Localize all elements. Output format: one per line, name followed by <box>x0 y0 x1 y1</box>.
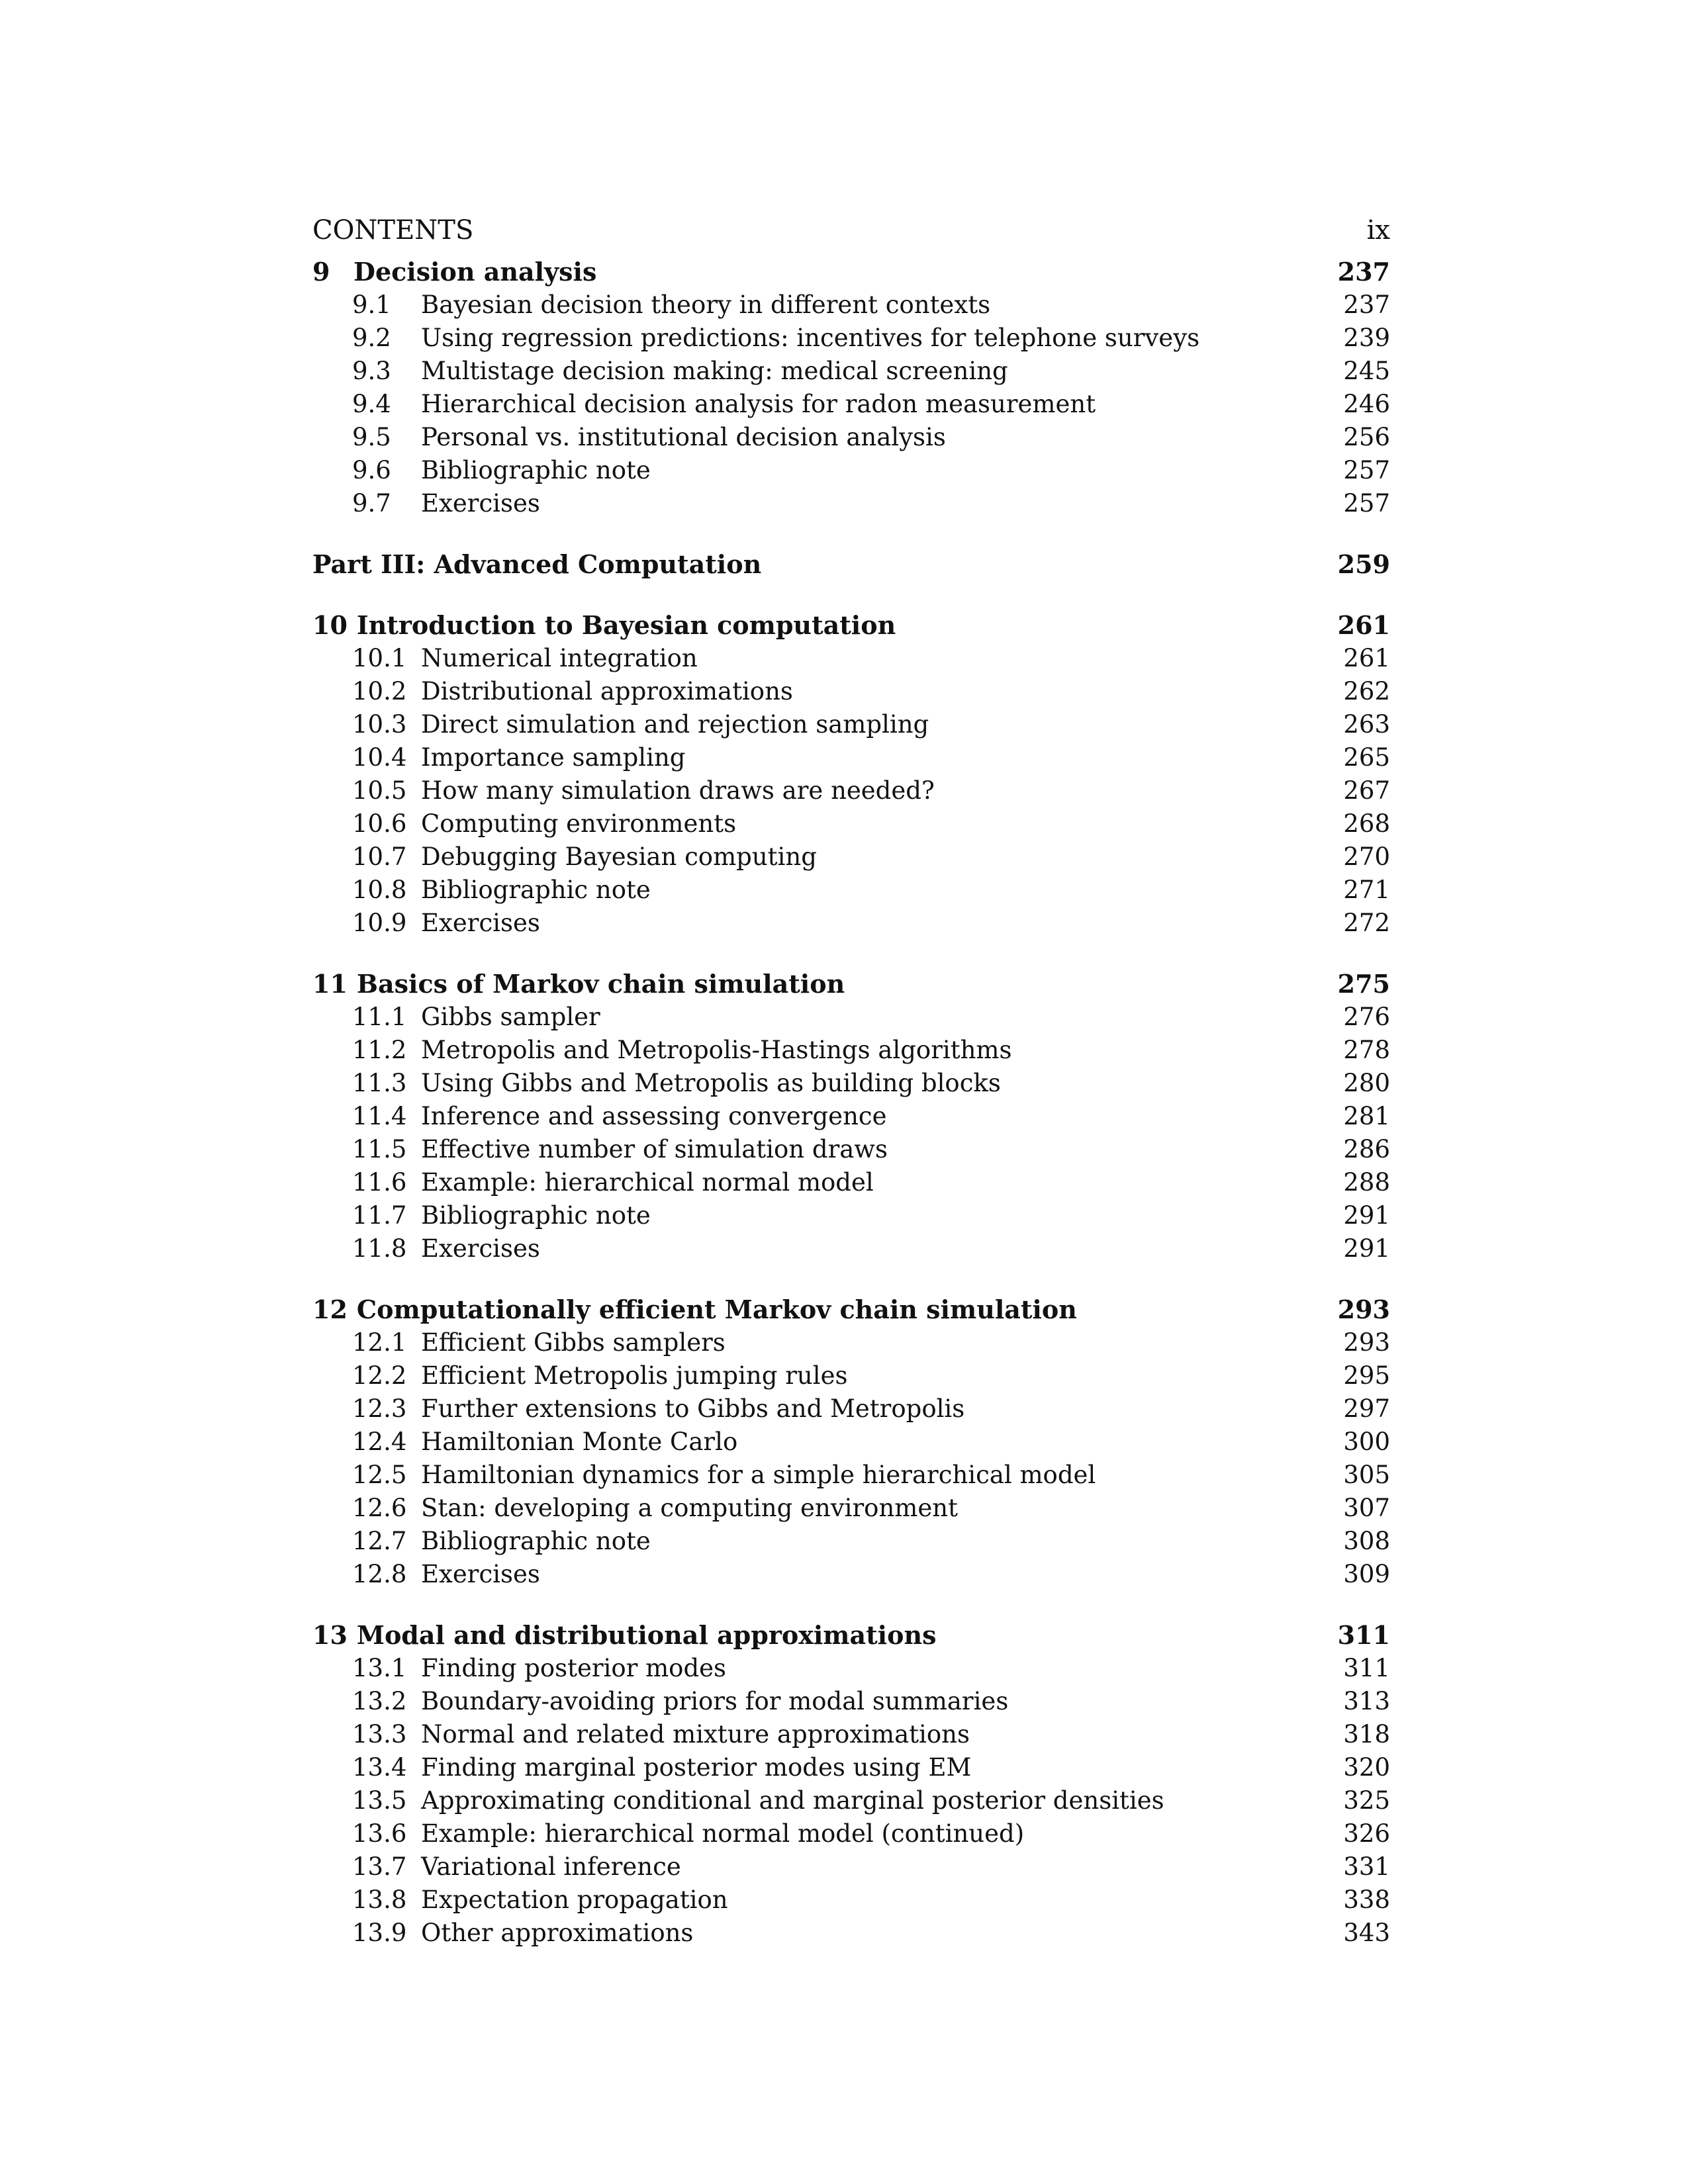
section-number: 11.6 <box>352 1168 407 1197</box>
section-page-number: 305 <box>1343 1461 1390 1489</box>
section-number: 12.8 <box>352 1560 407 1588</box>
section-title: Boundary-avoiding priors for modal summaries <box>421 1687 1009 1715</box>
section-page-number: 291 <box>1343 1201 1390 1230</box>
section-heading <box>312 1817 1024 1850</box>
section-title: Expectation propagation <box>421 1886 728 1914</box>
section-number: 10.9 <box>352 909 407 937</box>
section-title: Bibliographic note <box>421 1201 651 1230</box>
section-number: 9.4 <box>352 390 391 418</box>
section-entry[interactable] <box>312 1850 1390 1884</box>
section-heading <box>312 1751 971 1784</box>
chapter-number: 13 <box>312 1620 348 1650</box>
section-number: 11.4 <box>352 1102 407 1130</box>
section-title: Example: hierarchical normal model <box>421 1168 874 1197</box>
section-heading <box>312 1426 737 1459</box>
section-number: 13.8 <box>352 1886 407 1914</box>
section-number: 13.7 <box>352 1852 407 1881</box>
section-page-number: 313 <box>1343 1687 1390 1715</box>
section-page-number: 263 <box>1343 710 1390 739</box>
section-heading <box>312 708 929 741</box>
section-number: 12.1 <box>352 1328 407 1357</box>
section-entry[interactable] <box>312 454 1390 487</box>
section-heading <box>312 322 1199 355</box>
section-entry[interactable] <box>312 774 1390 807</box>
section-page-number: 280 <box>1343 1069 1390 1097</box>
section-number: 11.2 <box>352 1036 407 1064</box>
chapter-heading <box>312 548 761 581</box>
section-heading <box>312 487 540 520</box>
section-heading <box>312 1034 1011 1067</box>
section-number: 13.1 <box>352 1654 407 1682</box>
section-number: 11.3 <box>352 1069 407 1097</box>
section-entry[interactable] <box>312 1067 1390 1100</box>
section-number: 11.5 <box>352 1135 407 1163</box>
section-title: How many simulation draws are needed? <box>421 776 935 805</box>
section-number: 12.4 <box>352 1428 407 1456</box>
section-entry[interactable] <box>312 1784 1390 1817</box>
section-entry[interactable] <box>312 322 1390 355</box>
section-page-number: 288 <box>1343 1168 1390 1197</box>
section-title: Metropolis and Metropolis-Hastings algorithms <box>421 1036 1012 1064</box>
entry-spacer <box>312 1591 1390 1619</box>
section-number: 13.2 <box>352 1687 407 1715</box>
section-title: Numerical integration <box>421 644 698 672</box>
section-page-number: 271 <box>1343 876 1390 904</box>
section-entry[interactable] <box>312 1133 1390 1166</box>
section-heading <box>312 454 651 487</box>
section-heading <box>312 841 817 874</box>
section-entry[interactable] <box>312 1685 1390 1718</box>
section-heading <box>312 675 793 708</box>
section-entry[interactable] <box>312 1034 1390 1067</box>
section-number: 10.4 <box>352 743 407 772</box>
part-entry[interactable] <box>312 548 1390 581</box>
section-title: Using Gibbs and Metropolis as building blocks <box>421 1069 1001 1097</box>
section-title: Normal and related mixture approximations <box>421 1720 970 1749</box>
section-page-number: 326 <box>1343 1819 1390 1848</box>
chapter-page-number: 311 <box>1337 1620 1390 1650</box>
section-heading <box>312 1492 958 1525</box>
section-heading <box>312 355 1008 388</box>
chapter-heading <box>312 1293 1077 1326</box>
section-number: 12.7 <box>352 1527 407 1555</box>
chapter-heading <box>312 968 845 1001</box>
section-title: Exercises <box>421 489 540 518</box>
section-heading <box>312 1685 1008 1718</box>
section-number: 13.3 <box>352 1720 407 1749</box>
section-entry[interactable] <box>312 1492 1390 1525</box>
section-title: Bibliographic note <box>421 456 651 484</box>
section-number: 10.6 <box>352 809 407 838</box>
chapter-heading <box>312 609 896 642</box>
section-page-number: 256 <box>1343 423 1390 451</box>
section-number: 9.6 <box>352 456 391 484</box>
chapter-entry[interactable] <box>312 255 1390 289</box>
section-heading <box>312 1326 726 1359</box>
entry-spacer <box>312 581 1390 609</box>
section-number: 12.6 <box>352 1494 407 1522</box>
running-header <box>312 209 1390 251</box>
section-heading <box>312 807 736 841</box>
table-of-contents <box>312 251 1390 1950</box>
section-heading <box>312 421 946 454</box>
section-entry[interactable] <box>312 1001 1390 1034</box>
entry-spacer <box>312 1265 1390 1293</box>
section-title: Bibliographic note <box>421 876 651 904</box>
section-heading <box>312 774 935 807</box>
chapter-page-number: 237 <box>1337 257 1390 287</box>
section-heading <box>312 1558 540 1591</box>
section-number: 9.3 <box>352 357 391 385</box>
section-heading <box>312 1133 888 1166</box>
section-page-number: 325 <box>1343 1786 1390 1815</box>
section-page-number: 295 <box>1343 1361 1390 1390</box>
chapter-entry[interactable] <box>312 609 1390 642</box>
section-number: 13.5 <box>352 1786 407 1815</box>
section-heading <box>312 741 685 774</box>
section-title: Finding posterior modes <box>421 1654 727 1682</box>
chapter-number: 10 <box>312 610 348 640</box>
section-page-number: 261 <box>1343 644 1390 672</box>
chapter-entry[interactable] <box>312 1619 1390 1652</box>
section-number: 12.3 <box>352 1394 407 1423</box>
section-page-number: 307 <box>1343 1494 1390 1522</box>
section-title: Approximating conditional and marginal posterior densities <box>421 1786 1164 1815</box>
section-entry[interactable] <box>312 355 1390 388</box>
section-page-number: 291 <box>1343 1234 1390 1263</box>
section-page-number: 276 <box>1343 1003 1390 1031</box>
section-number: 13.6 <box>352 1819 407 1848</box>
section-number: 12.5 <box>352 1461 407 1489</box>
section-entry[interactable] <box>312 1917 1390 1950</box>
section-entry[interactable] <box>312 907 1390 940</box>
chapter-number: 11 <box>312 969 348 999</box>
section-page-number: 278 <box>1343 1036 1390 1064</box>
section-title: Bayesian decision theory in different contexts <box>421 291 991 319</box>
section-title: Effective number of simulation draws <box>421 1135 888 1163</box>
section-title: Hierarchical decision analysis for radon measurement <box>421 390 1096 418</box>
section-heading <box>312 1359 847 1392</box>
section-page-number: 257 <box>1343 456 1390 484</box>
section-page-number: 318 <box>1343 1720 1390 1749</box>
section-page-number: 338 <box>1343 1886 1390 1914</box>
section-title: Distributional approximations <box>421 677 793 705</box>
section-heading <box>312 1100 887 1133</box>
section-title: Gibbs sampler <box>421 1003 600 1031</box>
part-title: Part III: Advanced Computation <box>312 549 762 579</box>
section-entry[interactable] <box>312 1459 1390 1492</box>
chapter-page-number: 261 <box>1337 610 1390 640</box>
section-title: Other approximations <box>421 1919 694 1947</box>
section-page-number: 237 <box>1343 291 1390 319</box>
section-number: 9.2 <box>352 324 391 352</box>
section-title: Hamiltonian Monte Carlo <box>421 1428 738 1456</box>
section-entry[interactable] <box>312 1558 1390 1591</box>
chapter-title: Decision analysis <box>353 257 597 287</box>
section-page-number: 309 <box>1343 1560 1390 1588</box>
section-heading <box>312 1166 874 1199</box>
section-entry[interactable] <box>312 874 1390 907</box>
section-title: Bibliographic note <box>421 1527 651 1555</box>
section-title: Exercises <box>421 1560 540 1588</box>
section-page-number: 262 <box>1343 677 1390 705</box>
section-heading <box>312 1884 728 1917</box>
section-heading <box>312 1232 540 1265</box>
section-entry[interactable] <box>312 1166 1390 1199</box>
section-page-number: 246 <box>1343 390 1390 418</box>
section-title: Stan: developing a computing environment <box>421 1494 958 1522</box>
section-number: 10.2 <box>352 677 407 705</box>
section-page-number: 265 <box>1343 743 1390 772</box>
section-entry[interactable] <box>312 487 1390 520</box>
section-entry[interactable] <box>312 388 1390 421</box>
section-number: 12.2 <box>352 1361 407 1390</box>
section-entry[interactable] <box>312 1525 1390 1558</box>
section-entry[interactable] <box>312 1232 1390 1265</box>
section-title: Efficient Gibbs samplers <box>421 1328 726 1357</box>
section-title: Importance sampling <box>421 743 686 772</box>
chapter-heading <box>312 1619 936 1652</box>
chapter-entry[interactable] <box>312 968 1390 1001</box>
section-page-number: 268 <box>1343 809 1390 838</box>
section-number: 10.7 <box>352 842 407 871</box>
section-number: 10.5 <box>352 776 407 805</box>
section-title: Exercises <box>421 909 540 937</box>
section-page-number: 239 <box>1343 324 1390 352</box>
section-heading <box>312 1199 651 1232</box>
section-heading <box>312 874 651 907</box>
section-heading <box>312 1718 970 1751</box>
chapter-page-number: 293 <box>1337 1295 1390 1324</box>
entry-spacer <box>312 520 1390 548</box>
section-number: 13.4 <box>352 1753 407 1782</box>
section-page-number: 308 <box>1343 1527 1390 1555</box>
section-heading <box>312 1525 651 1558</box>
section-title: Computing environments <box>421 809 737 838</box>
chapter-title: Computationally efficient Markov chain simulation <box>356 1295 1077 1324</box>
section-page-number: 286 <box>1343 1135 1390 1163</box>
section-number: 13.9 <box>352 1919 407 1947</box>
section-heading <box>312 907 540 940</box>
section-title: Inference and assessing convergence <box>421 1102 887 1130</box>
section-title: Further extensions to Gibbs and Metropolis <box>421 1394 965 1423</box>
section-title: Variational inference <box>421 1852 681 1881</box>
chapter-page-number: 275 <box>1337 969 1390 999</box>
chapter-title: Basics of Markov chain simulation <box>356 969 845 999</box>
section-entry[interactable] <box>312 841 1390 874</box>
section-page-number: 257 <box>1343 489 1390 518</box>
section-entry[interactable] <box>312 1718 1390 1751</box>
section-entry[interactable] <box>312 807 1390 841</box>
section-number: 11.8 <box>352 1234 407 1263</box>
section-heading <box>312 642 698 675</box>
section-page-number: 343 <box>1343 1919 1390 1947</box>
section-page-number: 311 <box>1343 1654 1390 1682</box>
chapter-number: 9 <box>312 257 330 287</box>
section-title: Hamiltonian dynamics for a simple hierarchical model <box>421 1461 1096 1489</box>
section-page-number: 272 <box>1343 909 1390 937</box>
section-title: Multistage decision making: medical screening <box>421 357 1008 385</box>
section-heading <box>312 1784 1164 1817</box>
section-heading <box>312 1850 681 1884</box>
section-heading <box>312 388 1096 421</box>
section-entry[interactable] <box>312 289 1390 322</box>
section-entry[interactable] <box>312 675 1390 708</box>
section-page-number: 270 <box>1343 842 1390 871</box>
section-heading <box>312 1392 964 1426</box>
section-page-number: 320 <box>1343 1753 1390 1782</box>
section-heading <box>312 1459 1096 1492</box>
section-title: Debugging Bayesian computing <box>421 842 817 871</box>
section-page-number: 297 <box>1343 1394 1390 1423</box>
section-heading <box>312 289 990 322</box>
section-entry[interactable] <box>312 1426 1390 1459</box>
section-title: Using regression predictions: incentives for telephone surveys <box>421 324 1200 352</box>
chapter-number: 12 <box>312 1295 348 1324</box>
section-entry[interactable] <box>312 1199 1390 1232</box>
section-title: Example: hierarchical normal model (continued) <box>421 1819 1025 1848</box>
section-number: 10.1 <box>352 644 407 672</box>
chapter-title: Introduction to Bayesian computation <box>356 610 896 640</box>
section-number: 10.8 <box>352 876 407 904</box>
section-entry[interactable] <box>312 1652 1390 1685</box>
section-title: Personal vs. institutional decision analysis <box>421 423 946 451</box>
section-number: 11.7 <box>352 1201 407 1230</box>
section-page-number: 300 <box>1343 1428 1390 1456</box>
section-entry[interactable] <box>312 1359 1390 1392</box>
running-header-page-number: ix <box>1366 215 1390 246</box>
chapter-title: Modal and distributional approximations <box>356 1620 937 1650</box>
section-heading <box>312 1067 1001 1100</box>
section-number: 9.5 <box>352 423 391 451</box>
section-entry[interactable] <box>312 1817 1390 1850</box>
section-heading <box>312 1001 600 1034</box>
section-page-number: 267 <box>1343 776 1390 805</box>
section-entry[interactable] <box>312 741 1390 774</box>
section-page-number: 331 <box>1343 1852 1390 1881</box>
chapter-entry[interactable] <box>312 1293 1390 1326</box>
section-number: 9.1 <box>352 291 391 319</box>
entry-spacer <box>312 940 1390 968</box>
section-title: Exercises <box>421 1234 540 1263</box>
chapter-page-number: 259 <box>1337 549 1390 579</box>
section-entry[interactable] <box>312 1751 1390 1784</box>
section-heading <box>312 1652 726 1685</box>
section-page-number: 293 <box>1343 1328 1390 1357</box>
section-entry[interactable] <box>312 642 1390 675</box>
section-title: Direct simulation and rejection sampling <box>421 710 929 739</box>
section-entry[interactable] <box>312 1100 1390 1133</box>
section-entry[interactable] <box>312 1326 1390 1359</box>
section-number: 9.7 <box>352 489 391 518</box>
section-entry[interactable] <box>312 1392 1390 1426</box>
section-page-number: 245 <box>1343 357 1390 385</box>
section-entry[interactable] <box>312 1884 1390 1917</box>
section-entry[interactable] <box>312 421 1390 454</box>
section-number: 10.3 <box>352 710 407 739</box>
section-title: Efficient Metropolis jumping rules <box>421 1361 848 1390</box>
running-header-title: CONTENTS <box>312 215 474 246</box>
section-heading <box>312 1917 693 1950</box>
section-page-number: 281 <box>1343 1102 1390 1130</box>
toc-page <box>312 209 1390 1950</box>
section-title: Finding marginal posterior modes using EM <box>421 1753 972 1782</box>
chapter-heading <box>312 255 596 289</box>
section-entry[interactable] <box>312 708 1390 741</box>
section-number: 11.1 <box>352 1003 407 1031</box>
